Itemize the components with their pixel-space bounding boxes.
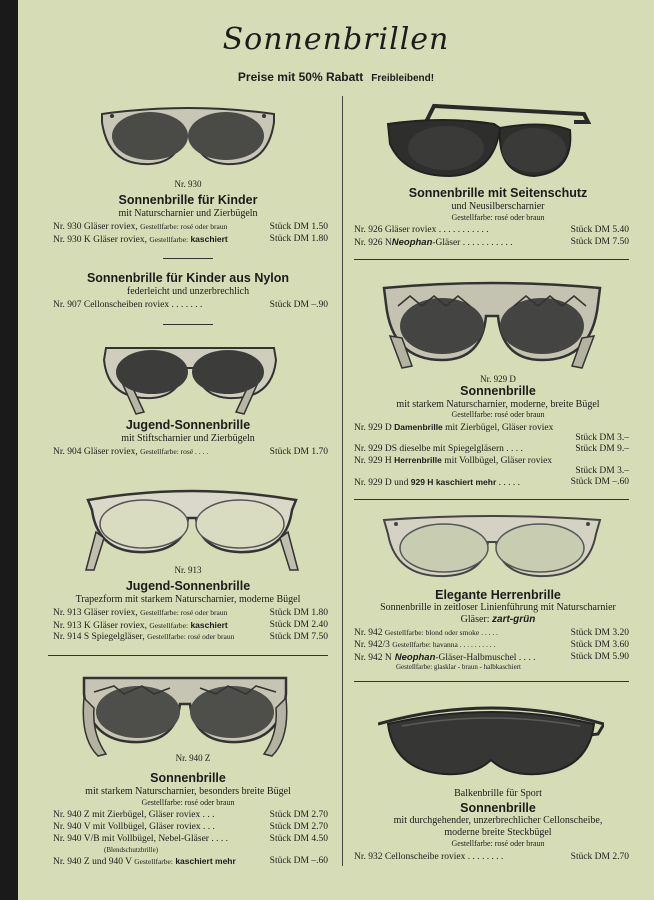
product-description: mit Stiftscharnier und Zierbügeln bbox=[121, 433, 255, 444]
item-price: Stück DM 2.70 bbox=[570, 852, 629, 862]
item-frame-color: Gestellfarbe: bbox=[149, 621, 189, 630]
product-heading: Sonnenbrille bbox=[150, 771, 226, 785]
section-divider bbox=[354, 499, 629, 500]
product-heading: Elegante Herrenbrille bbox=[435, 588, 561, 602]
price-row bbox=[354, 444, 629, 454]
price-row bbox=[53, 822, 328, 832]
price-row bbox=[354, 455, 629, 466]
price-row bbox=[53, 620, 328, 631]
sunglasses-942-image bbox=[382, 510, 602, 586]
item-text: mit Vollbügel, Nebel-Gläser . . . . bbox=[101, 834, 228, 844]
price-row bbox=[53, 834, 328, 844]
item-number: Nr. 942 N bbox=[354, 653, 392, 663]
item-frame-color: Gestellfarbe: blond oder smoke . . . . . bbox=[384, 628, 498, 637]
item-text: Gläser roviex, bbox=[93, 235, 147, 245]
sunglasses-932-image bbox=[378, 700, 604, 784]
item-text: mit Vollbügel, Gläser roviex . . . bbox=[92, 822, 215, 832]
item-text: Gläser roviex, bbox=[83, 447, 138, 457]
item-price: Stück DM 5.90 bbox=[570, 652, 629, 662]
product-description: federleicht und unzerbrechlich bbox=[126, 286, 250, 297]
sunglasses-904-image bbox=[100, 338, 280, 416]
price-row bbox=[354, 628, 629, 638]
item-frame-color: Gestellfarbe: rosé oder braun bbox=[147, 632, 235, 641]
item-bold-text: Herrenbrille bbox=[394, 455, 442, 465]
price-row bbox=[53, 234, 328, 245]
frame-color-note: Gestellfarbe: rosé oder braun bbox=[141, 798, 235, 807]
item-bold-text: kaschiert bbox=[190, 620, 228, 630]
item-number: Nr. 904 bbox=[53, 447, 82, 457]
item-price: Stück DM 3.– bbox=[575, 433, 629, 443]
item-price: Stück DM 2.40 bbox=[269, 620, 328, 630]
price-row bbox=[53, 608, 328, 618]
price-row bbox=[354, 852, 629, 862]
item-price: Stück DM –.60 bbox=[269, 856, 328, 866]
item-number: Nr. 932 bbox=[354, 852, 383, 862]
price-row bbox=[53, 222, 328, 232]
column-divider bbox=[342, 96, 343, 866]
item-bold-text: Damenbrille bbox=[394, 422, 443, 432]
item-number-2: 940 V bbox=[108, 857, 132, 867]
item-number: Nr. 926 bbox=[354, 225, 383, 235]
item-number: Nr. 926 N bbox=[354, 238, 392, 248]
item-number: Nr. 929 D bbox=[354, 478, 392, 488]
lens-description bbox=[348, 614, 648, 625]
frame-color-note: Gestellfarbe: rosé oder braun bbox=[451, 839, 545, 848]
price-row bbox=[53, 810, 328, 820]
page-subtitle bbox=[18, 70, 654, 84]
item-price: Stück DM 1.80 bbox=[269, 608, 328, 618]
item-text: -Gläser . . . . . . . . . . . bbox=[432, 238, 513, 248]
item-number: Nr. 929 H bbox=[354, 456, 392, 466]
product-number: Nr. 940 Z bbox=[175, 753, 211, 763]
item-price: Stück DM 7.50 bbox=[269, 632, 328, 642]
item-price: Stück DM 2.70 bbox=[269, 810, 328, 820]
item-number: Nr. 940 V/B bbox=[53, 834, 100, 844]
item-price: Stück DM –.60 bbox=[570, 477, 629, 487]
sunglasses-926-image bbox=[384, 100, 594, 184]
item-text: Gläser roviex, bbox=[83, 222, 138, 232]
item-price: Stück DM 2.70 bbox=[269, 822, 328, 832]
item-text: -Gläser-Halbmuschel . . . . bbox=[435, 653, 536, 663]
section-divider bbox=[163, 258, 213, 259]
item-frame-color: Gestellfarbe: havanna . . . . . . . . . . bbox=[392, 640, 496, 649]
item-number: Nr. 940 Z bbox=[53, 857, 90, 867]
item-text: Gläser roviex, bbox=[93, 621, 147, 631]
price-row bbox=[354, 422, 629, 433]
item-price: Stück DM 3.60 bbox=[570, 640, 629, 650]
item-number: Nr. 940 V bbox=[53, 822, 91, 832]
item-frame-color: Gestellfarbe: bbox=[134, 857, 173, 866]
product-number: Nr. 929 D bbox=[480, 374, 516, 384]
product-description: Trapezform mit starkem Naturscharnier, moderne Bügel bbox=[75, 594, 301, 605]
item-price: Stück DM 3.– bbox=[575, 466, 629, 476]
product-label: Balkenbrille für Sport bbox=[454, 788, 542, 799]
product-description-2: moderne breite Steckbügel bbox=[444, 827, 552, 838]
price-row bbox=[354, 640, 629, 650]
item-subnote: (Blendschutzbrille) bbox=[104, 846, 159, 854]
item-frame-color: Gestellfarbe: rosé oder braun bbox=[140, 222, 228, 231]
item-text: Gläser roviex . . . . . . . . . . . bbox=[384, 225, 489, 235]
item-text: Cellonscheibe roviex . . . . . . . . bbox=[384, 852, 504, 862]
item-text: und bbox=[394, 478, 409, 488]
frame-color-note: Gestellfarbe: rosé oder braun bbox=[451, 410, 545, 419]
item-text: dieselbe mit Spiegelgläsern . . . . bbox=[399, 444, 523, 454]
product-number: Nr. 913 bbox=[174, 565, 202, 575]
product-heading: Sonnenbrille bbox=[460, 801, 536, 815]
product-description: mit Naturscharnier und Zierbügeln bbox=[118, 208, 258, 219]
price-row bbox=[53, 632, 328, 642]
product-heading: Sonnenbrille für Kinder bbox=[118, 193, 258, 207]
product-description: und Neusilberscharnier bbox=[451, 201, 545, 212]
section-divider bbox=[354, 259, 629, 260]
item-italic-text: Neophan bbox=[391, 237, 433, 248]
product-number: Nr. 930 bbox=[174, 179, 202, 189]
item-number: Nr. 914 S bbox=[53, 632, 90, 642]
item-price: Stück DM 5.40 bbox=[570, 225, 629, 235]
sunglasses-940-image bbox=[80, 668, 290, 758]
item-text: und bbox=[92, 857, 107, 867]
section-divider bbox=[354, 681, 629, 682]
product-heading: Jugend-Sonnenbrille bbox=[125, 579, 251, 593]
section-divider bbox=[163, 324, 213, 325]
item-price: Stück DM 1.80 bbox=[269, 234, 328, 244]
item-text: mit Zierbügel, Gläser roviex bbox=[445, 423, 554, 433]
item-bold-text: kaschiert mehr bbox=[435, 477, 497, 487]
product-heading: Jugend-Sonnenbrille bbox=[125, 418, 251, 432]
price-row bbox=[354, 652, 629, 663]
item-text: Gläser roviex, bbox=[83, 608, 138, 618]
lens-label: Gläser: bbox=[460, 614, 490, 625]
discount-text: Preise mit 50% Rabatt bbox=[237, 70, 364, 84]
item-number: Nr. 929 D bbox=[354, 423, 392, 433]
product-description: mit starkem Naturscharnier, besonders breite Bügel bbox=[85, 786, 291, 797]
product-heading: Sonnenbrille mit Seitenschutz bbox=[408, 186, 588, 200]
item-price: Stück DM 7.50 bbox=[570, 237, 629, 247]
price-row bbox=[354, 225, 629, 235]
catalog-page bbox=[18, 0, 654, 900]
item-bold-text: kaschiert mehr bbox=[175, 856, 236, 866]
item-number: Nr. 942 bbox=[354, 628, 383, 638]
item-number: Nr. 942/3 bbox=[354, 640, 390, 650]
item-number: Nr. 913 bbox=[53, 608, 82, 618]
item-text: mit Vollbügel, Gläser roviex bbox=[444, 456, 553, 466]
item-price: Stück DM –.90 bbox=[269, 300, 328, 310]
item-frame-color: Gestellfarbe: rosé oder braun bbox=[140, 608, 228, 617]
price-row bbox=[53, 856, 328, 867]
item-number: Nr. 929 DS bbox=[354, 444, 398, 454]
section-divider bbox=[48, 655, 328, 656]
product-description: Sonnenbrille in zeitloser Linienführung mit Naturscharnier bbox=[380, 602, 616, 613]
item-number-2: 929 H bbox=[410, 477, 434, 487]
item-price: Stück DM 4.50 bbox=[269, 834, 328, 844]
sunglasses-913-image bbox=[82, 482, 302, 572]
item-subnote: Gestellfarbe: glasklar - braun - halbkaschiert bbox=[396, 663, 521, 671]
item-price: Stück DM 1.70 bbox=[269, 447, 328, 457]
item-text: Cellonscheiben roviex . . . . . . . bbox=[83, 300, 203, 310]
price-row bbox=[354, 477, 629, 488]
price-row bbox=[354, 237, 629, 248]
page-title: Sonnenbrillen bbox=[222, 22, 450, 57]
price-row bbox=[53, 300, 328, 310]
sunglasses-930-image bbox=[98, 100, 278, 172]
lens-color: zart-grün bbox=[492, 614, 536, 625]
item-price: Stück DM 1.50 bbox=[269, 222, 328, 232]
item-price: Stück DM 3.20 bbox=[570, 628, 629, 638]
item-italic-text: Neophan bbox=[394, 652, 436, 663]
product-description: mit starkem Naturscharnier, moderne, breite Bügel bbox=[396, 399, 600, 410]
product-description: mit durchgehender, unzerbrechlicher Cellonscheibe, bbox=[393, 815, 603, 826]
sunglasses-929-image bbox=[382, 276, 602, 372]
item-frame-color: Gestellfarbe: bbox=[149, 235, 189, 244]
item-bold-text: kaschiert bbox=[190, 234, 228, 244]
price-row bbox=[53, 447, 328, 457]
item-dots: . . . . . bbox=[498, 478, 521, 488]
item-frame-color: Gestellfarbe: rosé . . . . bbox=[140, 447, 209, 456]
item-number: Nr. 930 K bbox=[53, 235, 91, 245]
item-price: Stück DM 9.– bbox=[575, 444, 629, 454]
subtitle-note: Freibleibend! bbox=[371, 73, 435, 84]
frame-color-note: Gestellfarbe: rosé oder braun bbox=[451, 213, 545, 222]
product-heading: Sonnenbrille bbox=[460, 384, 536, 398]
item-text: Spiegelgläser, bbox=[91, 632, 145, 642]
item-number: Nr. 930 bbox=[53, 222, 82, 232]
product-heading: Sonnenbrille für Kinder aus Nylon bbox=[86, 271, 290, 285]
item-number: Nr. 940 Z bbox=[53, 810, 90, 820]
item-number: Nr. 913 K bbox=[53, 621, 91, 631]
item-text: mit Zierbügel, Gläser roviex . . . bbox=[92, 810, 215, 820]
item-number: Nr. 907 bbox=[53, 300, 82, 310]
